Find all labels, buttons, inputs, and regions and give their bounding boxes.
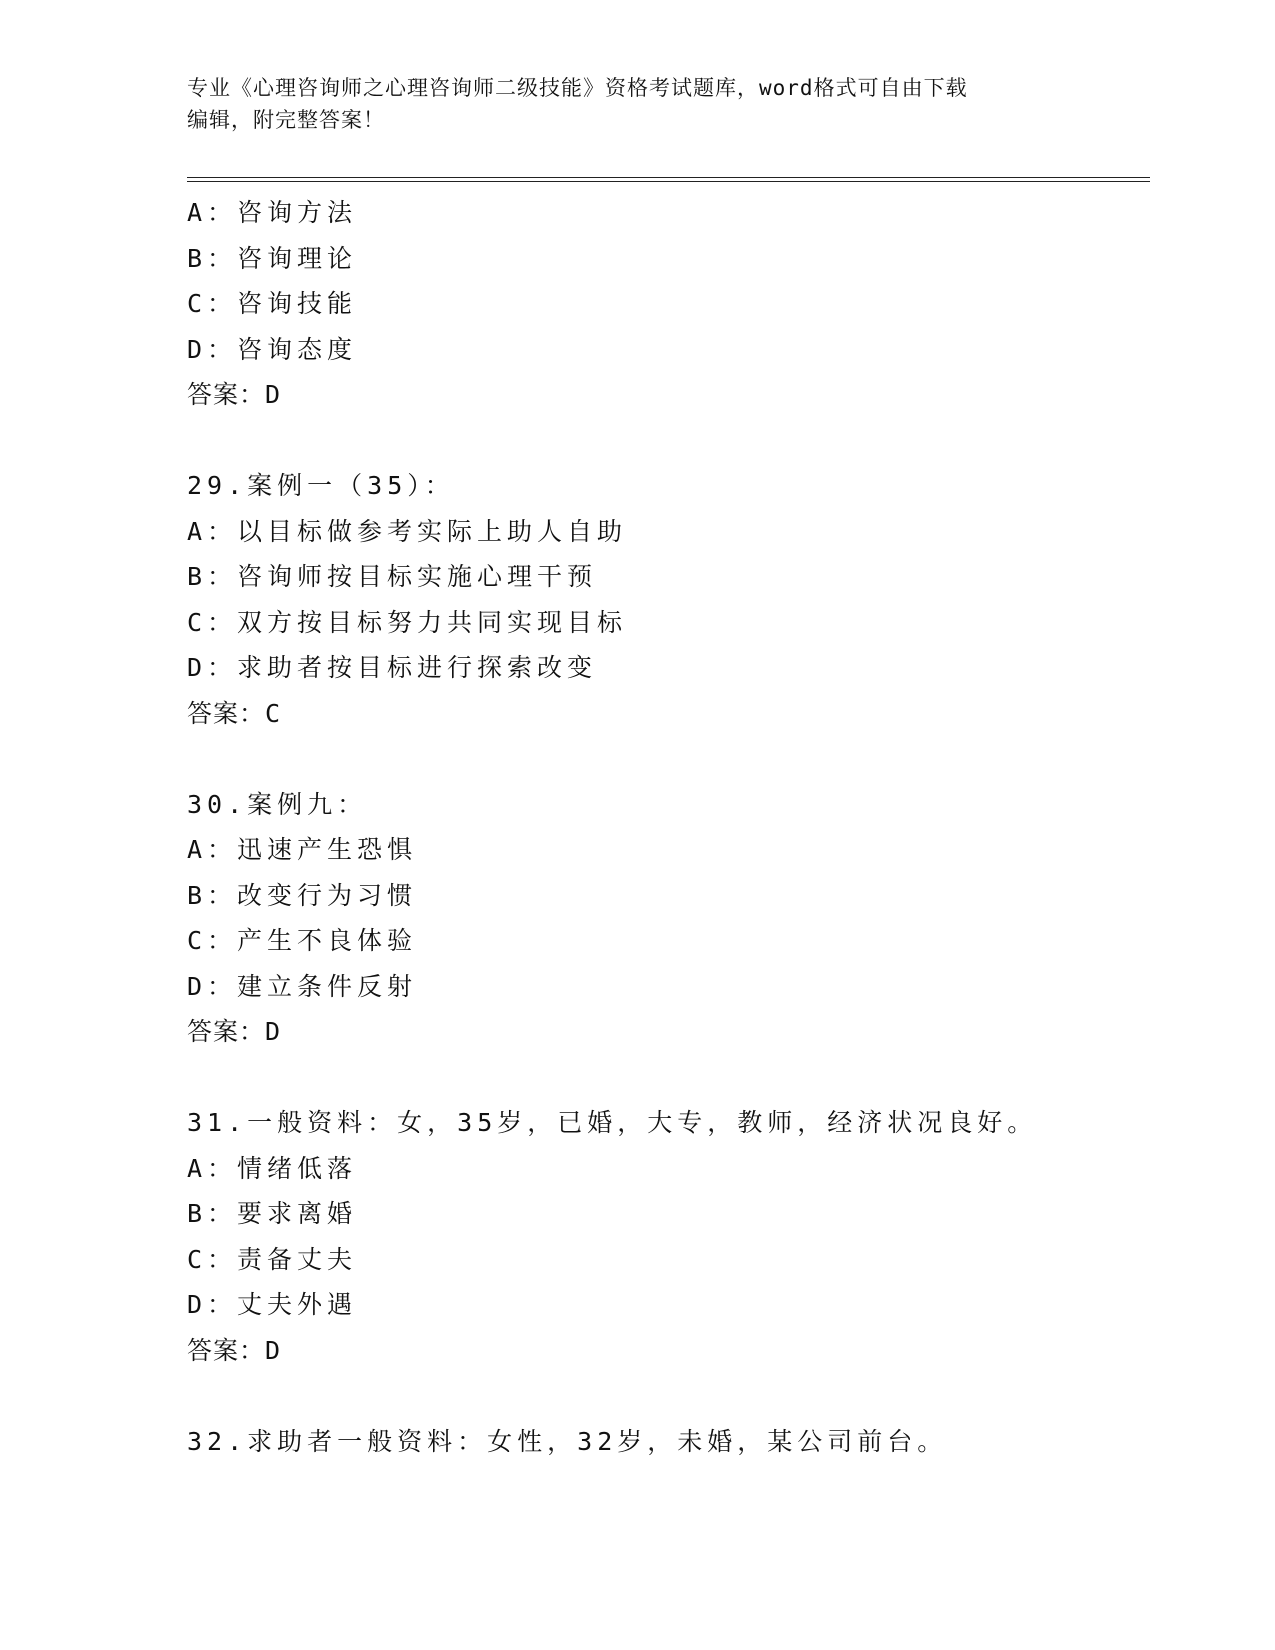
option-a: A：迅速产生恐惧 (187, 835, 418, 864)
option-c: C：责备丈夫 (187, 1244, 358, 1274)
question-30: 30.案例九： (187, 789, 368, 819)
option-c: C：咨询技能 (187, 289, 358, 318)
option-b: B：咨询理论 (187, 243, 358, 273)
option-c: C：产生不良体验 (187, 926, 418, 955)
spacer (187, 1373, 1147, 1419)
question-32: 32.求助者一般资料：女性，32岁，未婚，某公司前台。 (187, 1426, 948, 1456)
question-29: 29.案例一（35）： (187, 471, 455, 500)
page-header (187, 72, 1087, 136)
spacer (187, 1055, 1147, 1101)
spacer (187, 736, 1147, 782)
spacer (187, 418, 1147, 464)
option-c: C：双方按目标努力共同实现目标 (187, 607, 628, 637)
option-a: A：咨询方法 (187, 198, 358, 227)
header-line-2: 编辑，附完整答案！ (187, 108, 385, 132)
header-line-1: 专业《心理咨询师之心理咨询师二级技能》资格考试题库，word格式可自由下载 (187, 76, 968, 100)
answer: 答案：D (187, 1335, 282, 1365)
option-a: A：以目标做参考实际上助人自助 (187, 516, 628, 546)
option-d: D：建立条件反射 (187, 971, 418, 1001)
question-list (187, 190, 1147, 1464)
answer: 答案：D (187, 380, 282, 409)
answer: 答案：D (187, 1017, 282, 1046)
option-d: D：求助者按目标进行探索改变 (187, 653, 598, 682)
question-31: 31.一般资料：女，35岁，已婚，大专，教师，经济状况良好。 (187, 1108, 1038, 1137)
answer: 答案：C (187, 698, 282, 728)
option-d: D：咨询态度 (187, 334, 358, 364)
option-b: B：咨询师按目标实施心理干预 (187, 562, 598, 591)
option-a: A：情绪低落 (187, 1153, 358, 1183)
header-divider (187, 177, 1150, 182)
option-b: B：要求离婚 (187, 1199, 358, 1228)
option-d: D：丈夫外遇 (187, 1290, 358, 1319)
option-b: B：改变行为习惯 (187, 880, 418, 910)
